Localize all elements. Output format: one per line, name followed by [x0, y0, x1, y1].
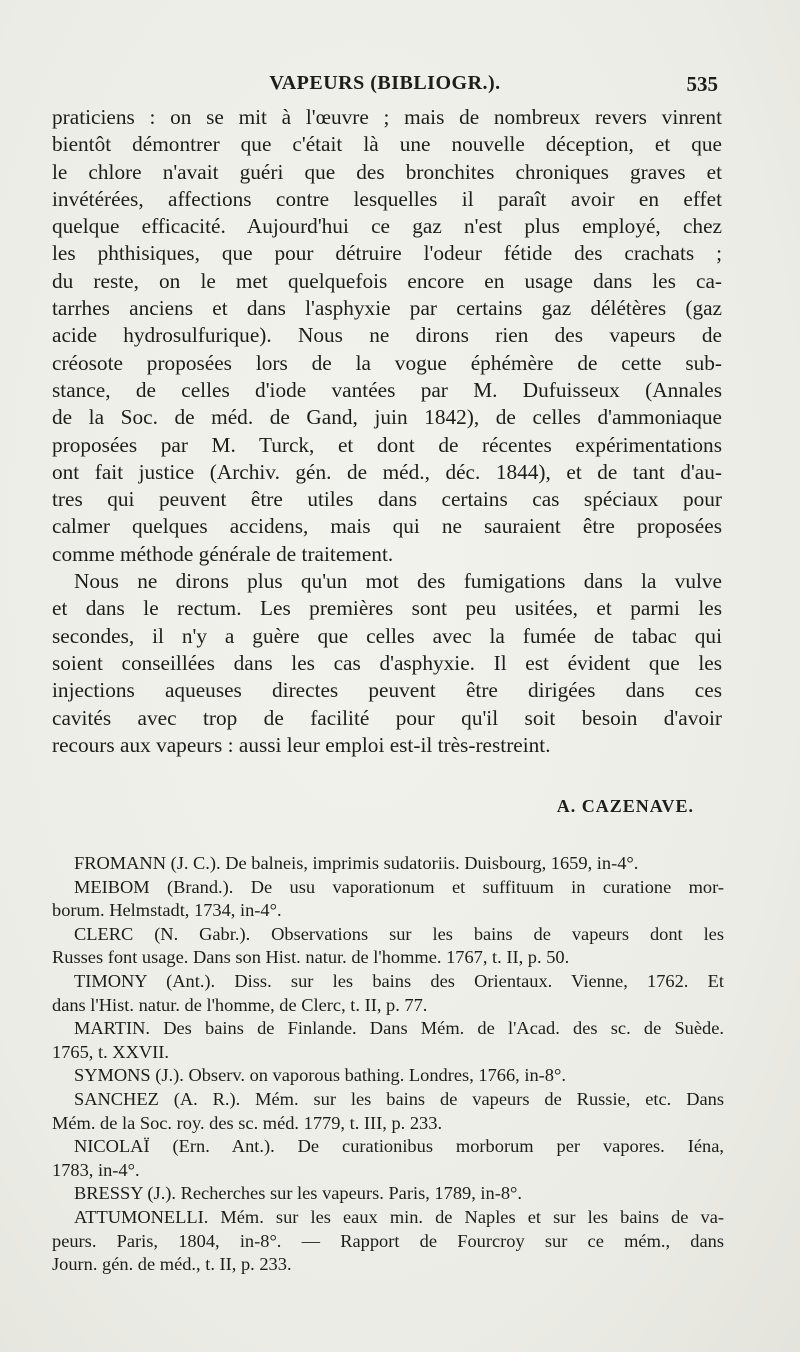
text-line: stance, de celles d'iode vantées par M. Dufuisseux (Annales — [52, 377, 722, 402]
text-line: bientôt démontrer que c'était là une nouvelle déception, et que — [52, 132, 722, 157]
bibliography-entry — [52, 1135, 724, 1182]
text-line: et dans le rectum. Les premières sont peu usitées, et parmi les — [52, 596, 722, 621]
text-line: invétérées, affections contre lesquelles il paraît avoir en effet — [52, 186, 722, 211]
text-line: le chlore n'avait guéri que des bronchites chroniques graves et — [52, 159, 722, 184]
text-line: comme méthode générale de traitement. — [52, 541, 394, 566]
bibliography-line: Journ. gén. de méd., t. II, p. 233. — [52, 1254, 292, 1275]
text-line: Nous ne dirons plus qu'un mot des fumigations dans la vulve — [74, 569, 722, 594]
text-line: injections aqueuses directes peuvent être dirigées dans ces — [52, 678, 722, 703]
text-line: ont fait justice (Archiv. gén. de méd., déc. 1844), et de tant d'au- — [52, 459, 722, 484]
bibliography-line: MARTIN. Des bains de Finlande. Dans Mém. de l'Acad. des sc. de Suède. — [74, 1018, 724, 1039]
text-line: les phthisiques, que pour détruire l'odeur fétide des crachats ; — [52, 241, 722, 266]
bibliography-entry — [52, 1064, 724, 1088]
bibliography-entry — [52, 1088, 724, 1135]
text-line: calmer quelques accidens, mais qui ne sauraient être proposées — [52, 514, 722, 539]
author-signature: A. CAZENAVE. — [556, 796, 694, 816]
text-line: recours aux vapeurs : aussi leur emploi est-il très-restreint. — [52, 732, 551, 757]
bibliography-entry — [52, 876, 724, 923]
bibliography-line: Mém. de la Soc. roy. des sc. méd. 1779, t. III, p. 233. — [52, 1112, 443, 1133]
bibliography-line: 1783, in-4°. — [52, 1159, 140, 1180]
text-line: soient conseillées dans les cas d'asphyxie. Il est évident que les — [52, 650, 722, 675]
bibliography-entry — [52, 970, 724, 1017]
text-line: tarrhes anciens et dans l'asphyxie par certains gaz délétères (gaz — [52, 296, 722, 321]
bibliography-entry — [52, 1206, 724, 1277]
paragraph-2 — [52, 568, 722, 759]
bibliography-line: 1765, t. XXVII. — [52, 1041, 169, 1062]
body-text — [52, 104, 722, 759]
bibliography-entry — [52, 1182, 724, 1206]
text-line: praticiens : on se mit à l'œuvre ; mais de nombreux revers vinrent — [52, 105, 722, 129]
running-title: VAPEURS (BIBLIOGR.). — [269, 72, 501, 94]
bibliography-entry — [52, 923, 724, 970]
bibliography-line: NICOLAÏ (Ern. Ant.). De curationibus morborum per vapores. Iéna, — [74, 1136, 724, 1157]
bibliography-line: MEIBOM (Brand.). De usu vaporationum et suffituum in curatione mor- — [74, 876, 724, 897]
bibliography — [52, 852, 724, 1277]
bibliography-line: dans l'Hist. natur. de l'homme, de Clerc, t. II, p. 77. — [52, 994, 428, 1015]
text-line: secondes, il n'y a guère que celles avec la fumée de tabac qui — [52, 623, 722, 648]
bibliography-line: BRESSY (J.). Recherches sur les vapeurs. Paris, 1789, in-8°. — [74, 1183, 522, 1204]
text-line: cavités avec trop de facilité pour qu'il soit besoin d'avoir — [52, 705, 722, 730]
bibliography-line: SANCHEZ (A. R.). Mém. sur les bains de vapeurs de Russie, etc. Dans — [74, 1088, 724, 1109]
text-line: quelque efficacité. Aujourd'hui ce gaz n'est plus employé, chez — [52, 214, 722, 239]
bibliography-entry — [52, 852, 724, 876]
bibliography-line: ATTUMONELLI. Mém. sur les eaux min. de Naples et sur les bains de va- — [74, 1206, 724, 1227]
paragraph-1 — [52, 104, 722, 568]
text-line: proposées par M. Turck, et dont de récentes expérimentations — [52, 432, 722, 457]
bibliography-line: SYMONS (J.). Observ. on vaporous bathing. Londres, 1766, in-8°. — [74, 1065, 566, 1086]
page-header — [52, 72, 718, 102]
bibliography-line: CLERC (N. Gabr.). Observations sur les bains de vapeurs dont les — [74, 923, 724, 944]
bibliography-line: FROMANN (J. C.). De balneis, imprimis sudatoriis. Duisbourg, 1659, in-4°. — [74, 853, 639, 873]
page-number: 535 — [686, 72, 718, 96]
bibliography-line: Russes font usage. Dans son Hist. natur. de l'homme. 1767, t. II, p. 50. — [52, 947, 570, 968]
text-line: de la Soc. de méd. de Gand, juin 1842), de celles d'ammoniaque — [52, 405, 722, 430]
bibliography-line: TIMONY (Ant.). Diss. sur les bains des Orientaux. Vienne, 1762. Et — [74, 970, 724, 991]
text-line: tres qui peuvent être utiles dans certains cas spéciaux pour — [52, 487, 722, 512]
bibliography-entry — [52, 1017, 724, 1064]
bibliography-line: borum. Helmstadt, 1734, in-4°. — [52, 900, 282, 921]
text-line: acide hydrosulfurique). Nous ne dirons rien des vapeurs de — [52, 323, 722, 348]
text-line: créosote proposées lors de la vogue éphémère de cette sub- — [52, 350, 722, 375]
text-line: du reste, on le met quelquefois encore en usage dans les ca- — [52, 268, 722, 293]
bibliography-line: peurs. Paris, 1804, in-8°. — Rapport de Fourcroy sur ce mém., dans — [52, 1230, 724, 1251]
